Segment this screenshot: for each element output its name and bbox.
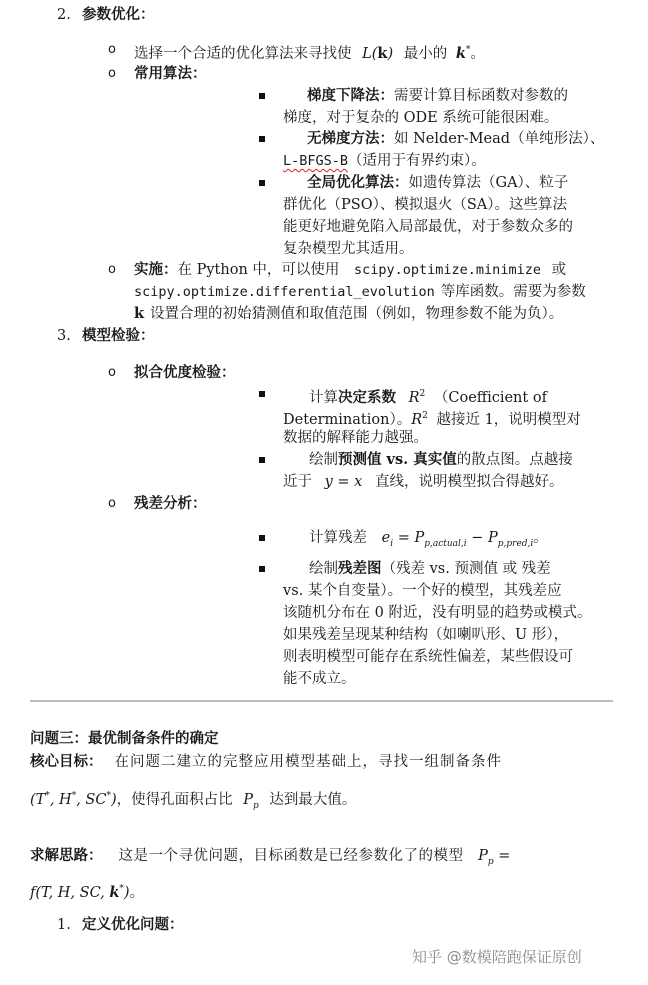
divider <box>30 700 613 702</box>
paragraph: 选择一个合适的优化算法来寻找使 L(k) 最小的 k*。 <box>134 44 485 62</box>
paragraph: 核心目标： 在问题二建立的完整应用模型基础上，寻找一组制备条件 <box>30 753 502 770</box>
circle-bullet-icon: o <box>108 496 116 511</box>
paragraph: 绘制预测值 vs. 真实值的散点图。点越接 <box>309 451 573 468</box>
page-title: 问题三：最优制备条件的确定 <box>30 730 219 747</box>
paragraph: 计算决定系数 $R^2$ （Coefficient of <box>309 388 547 406</box>
square-bullet-icon <box>259 93 265 99</box>
section-number: 2. <box>57 7 71 23</box>
paragraph: 能更好地避免陷入局部最优，对于参数众多的 <box>283 219 573 235</box>
circle-bullet-icon: o <box>108 42 116 57</box>
square-bullet-icon <box>259 535 265 541</box>
subheading: 残差分析： <box>134 495 207 512</box>
paragraph: f(T, H, SC, k*)。 <box>30 883 145 901</box>
circle-bullet-icon: o <box>108 365 116 380</box>
paragraph: 数据的解释能力越强。 <box>283 430 428 446</box>
paragraph: 无梯度方法：如 Nelder-Mead（单纯形法）、 <box>307 130 605 147</box>
paragraph: 实施：在 Python 中，可以使用 scipy.optimize.minimize 或 <box>134 261 567 278</box>
paragraph: 群优化（PSO）、模拟退火（SA）。这些算法 <box>283 197 567 213</box>
paragraph: L-BFGS-B（适用于有界约束）。 <box>283 153 486 169</box>
subheading: 常用算法： <box>134 65 207 82</box>
paragraph: 如果残差呈现某种结构（如喇叭形、U 形）， <box>283 627 569 643</box>
section-title: 参数优化： <box>82 6 155 23</box>
paragraph: 复杂模型尤其适用。 <box>283 241 414 257</box>
circle-bullet-icon: o <box>108 66 116 81</box>
paragraph: 全局优化算法：如遗传算法（GA）、粒子 <box>307 174 569 191</box>
subheading: 拟合优度检验： <box>134 364 236 381</box>
paragraph: 计算残差 $e_i = P_{p,actual,i} - P_{p,pred,i}$。 <box>309 530 548 549</box>
square-bullet-icon <box>259 391 265 397</box>
paragraph: 绘制残差图（残差 vs. 预测值 或 残差 <box>309 560 551 577</box>
paragraph: 梯度下降法：需要计算目标函数对参数的 <box>307 87 568 104</box>
paragraph: 能不成立。 <box>283 671 356 687</box>
paragraph: k 设置合理的初始猜测值和取值范围（例如，物理参数不能为负）。 <box>134 305 564 322</box>
paragraph: 梯度，对于复杂的 ODE 系统可能很困难。 <box>283 110 559 126</box>
subheading: 定义优化问题： <box>82 916 184 933</box>
section-title: 模型检验： <box>82 327 155 344</box>
square-bullet-icon <box>259 566 265 572</box>
paragraph: (T*, H*, SC*)，使得孔面积占比 $P_p$ 达到最大值。 <box>30 791 357 811</box>
watermark: 知乎 @数模陪跑保证原创 <box>412 948 582 966</box>
circle-bullet-icon: o <box>108 262 116 277</box>
paragraph: vs. 某个自变量）。一个好的模型，其残差应 <box>283 583 562 599</box>
paragraph: 则表明模型可能存在系统性偏差，某些假设可 <box>283 649 573 665</box>
paragraph: scipy.optimize.differential_evolution 等库函数。需要为参数 <box>134 284 586 300</box>
square-bullet-icon <box>259 457 265 463</box>
paragraph: 近于 y = x 直线，说明模型拟合得越好。 <box>283 474 564 490</box>
paragraph: 求解思路： 这是一个寻优问题，目标函数是已经参数化了的模型 $P_p$ = <box>30 847 511 867</box>
step-number: 1. <box>57 917 71 933</box>
paragraph: Determination）。$R^2$ 越接近 1，说明模型对 <box>283 411 581 428</box>
section-number: 3. <box>57 328 71 344</box>
paragraph: 该随机分布在 0 附近，没有明显的趋势或模式。 <box>283 605 592 621</box>
square-bullet-icon <box>259 136 265 142</box>
square-bullet-icon <box>259 180 265 186</box>
